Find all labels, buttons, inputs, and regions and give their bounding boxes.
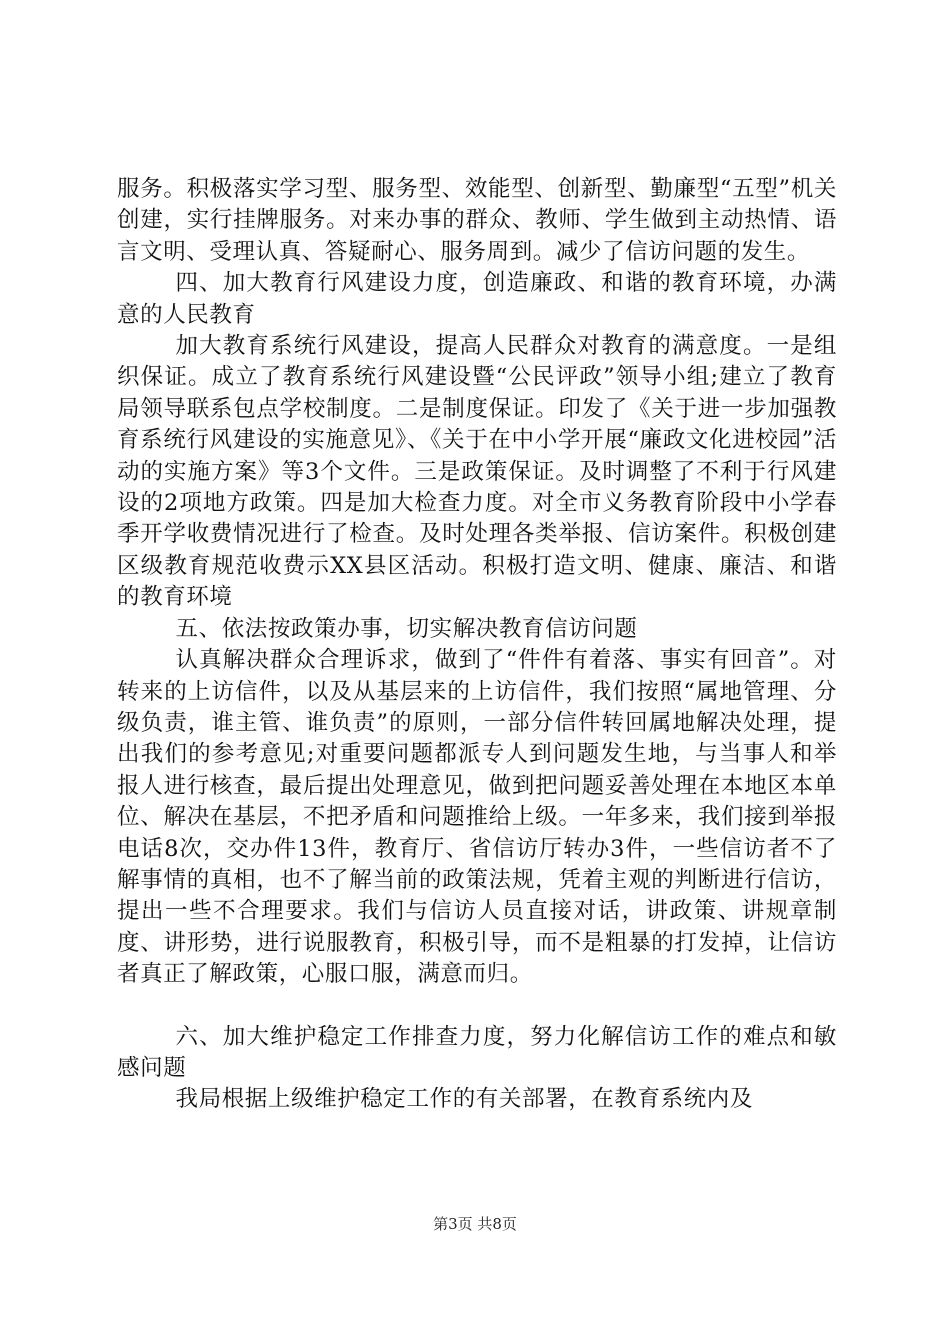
paragraph-conduct-building: 加大教育系统行风建设，提高人民群众对教育的满意度。一是组织保证。成立了教育系统行风建设暨“公民评政”领导小组;建立了教育局领导联系包点学校制度。二是制度保证。印发了《关于进一步加强教育系统行风建设的实施意见》、《关于在中小学开展“廉政文化进校园”活动的实施方案》等3个文件。三是政策保证。及时调整了不利于行风建设的2项地方政策。四是加大检查力度。对全市义务教育阶段中小学春季开学收费情况进行了检查。及时处理各类举报、信访案件。积极创建区级教育规范收费示XX县区活动。积极打造文明、健康、廉洁、和谐的教育环境 [117, 333, 837, 611]
paragraph-spacer [117, 991, 837, 1022]
paragraph-stability-work: 我局根据上级维护稳定工作的有关部署，在教育系统内及 [175, 1086, 754, 1113]
section-heading-6: 六、加大维护稳定工作排查力度，努力化解信访工作的难点和敏感问题 [117, 1023, 837, 1081]
paragraph-service-continuation: 服务。积极落实学习型、服务型、效能型、创新型、勤廉型“五型”机关创建，实行挂牌服务。对来办事的群众、教师、学生做到主动热情、语言文明、受理认真、答疑耐心、服务周到。减少了信访问题的发生。 [117, 176, 837, 265]
page-number-footer: 第3页 共8页 [433, 1215, 517, 1233]
section-heading-4: 四、加大教育行风建设力度，创造廉政、和谐的教育环境，办满意的人民教育 [117, 270, 837, 328]
section-heading-5: 五、依法按政策办事，切实解决教育信访问题 [175, 615, 638, 642]
paragraph-petition-handling: 认真解决群众合理诉求，做到了“件件有着落、事实有回音”。对转来的上访信件，以及从基层来的上访信件，我们按照“属地管理、分级负责，谁主管、谁负责”的原则，一部分信件转回属地解决处理，提出我们的参考意见;对重要问题都派专人到问题发生地，与当事人和举报人进行核查，最后提出处理意见，做到把问题妥善处理在本地区本单位、解决在基层，不把矛盾和问题推给上级。一年多来，我们接到举报电话8次，交办件13件，教育厅、省信访厅转办3件，一些信访者不了解事情的真相，也不了解当前的政策法规，凭着主观的判断进行信访，提出一些不合理要求。我们与信访人员直接对话，讲政策、讲规章制度、讲形势，进行说服教育，积极引导，而不是粗暴的打发掉，让信访者真正了解政策，心服口服，满意而归。 [117, 647, 837, 988]
document-body [117, 174, 837, 1116]
